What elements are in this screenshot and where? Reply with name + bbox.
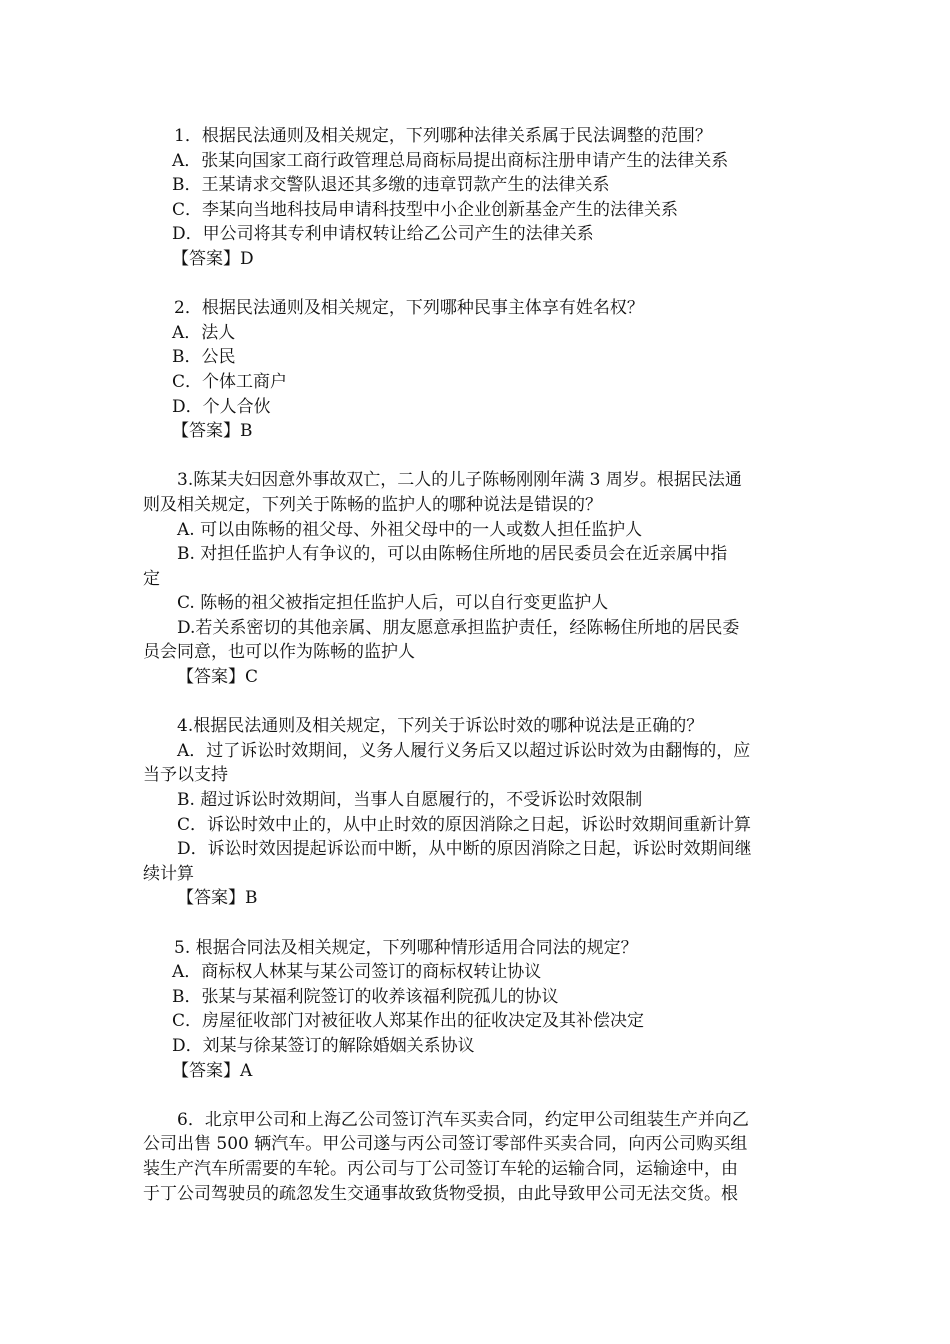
question-stem-cont: 于丁公司驾驶员的疏忽发生交通事故致货物受损，由此导致甲公司无法交货。根 (143, 1183, 738, 1204)
answer: 【答案】D (172, 248, 254, 269)
question-stem: 2．根据民法通则及相关规定，下列哪种民事主体享有姓名权？ (174, 298, 644, 319)
answer: 【答案】B (177, 888, 258, 909)
option-d: D.若关系密切的其他亲属、朋友愿意承担监护责任，经陈畅住所地的居民委 (177, 617, 740, 638)
answer: 【答案】C (177, 667, 259, 688)
option-b: B. 对担任监护人有争议的，可以由陈畅住所地的居民委员会在近亲属中指 (177, 544, 728, 565)
option-b: B. 超过诉讼时效期间，当事人自愿履行的，不受诉讼时效限制 (177, 790, 643, 811)
spacer (143, 444, 813, 469)
question-6 (143, 1108, 813, 1206)
option-a: A．过了诉讼时效期间，义务人履行义务后又以超过诉讼时效为由翻悔的，应 (177, 740, 751, 761)
option-c: C．房屋征收部门对被征收人郑某作出的征收决定及其补偿决定 (172, 1011, 645, 1032)
question-1 (143, 124, 813, 272)
option-a-cont: 当予以支持 (143, 765, 228, 786)
question-stem: 4.根据民法通则及相关规定，下列关于诉讼时效的哪种说法是正确的？ (177, 716, 704, 737)
question-2 (143, 296, 813, 444)
spacer (143, 911, 813, 936)
answer: 【答案】B (172, 421, 253, 442)
option-c: C．李某向当地科技局申请科技型中小企业创新基金产生的法律关系 (172, 199, 679, 220)
question-stem: 5. 根据合同法及相关规定，下列哪种情形适用合同法的规定？ (174, 937, 638, 958)
option-d: D．诉讼时效因提起诉讼而中断，从中断的原因消除之日起，诉讼时效期间继 (177, 839, 752, 860)
option-a: A．商标权人林某与某公司签订的商标权转让协议 (172, 962, 542, 983)
spacer (143, 272, 813, 297)
option-c: C．诉讼时效中止的，从中止时效的原因消除之日起，诉讼时效期间重新计算 (177, 814, 752, 835)
option-d: D．个人合伙 (172, 396, 271, 417)
option-b-cont: 定 (143, 568, 160, 589)
option-d: D．甲公司将其专利申请权转让给乙公司产生的法律关系 (172, 224, 594, 245)
question-stem: 3.陈某夫妇因意外事故双亡，二人的儿子陈畅刚刚年满 3 周岁。根据民法通 (177, 470, 742, 491)
option-d-cont: 员会同意，也可以作为陈畅的监护人 (143, 642, 415, 663)
question-stem-cont: 则及相关规定，下列关于陈畅的监护人的哪种说法是错误的？ (143, 494, 602, 515)
option-d-cont: 续计算 (143, 863, 194, 884)
option-c: C. 陈畅的祖父被指定担任监护人后，可以自行变更监护人 (177, 593, 609, 614)
option-b: B．王某请求交警队退还其多缴的违章罚款产生的法律关系 (172, 175, 610, 196)
spacer (143, 1083, 813, 1108)
option-d: D．刘某与徐某签订的解除婚姻关系协议 (172, 1035, 475, 1056)
question-3 (143, 468, 813, 689)
option-b: B．公民 (172, 347, 236, 368)
option-b: B．张某与某福利院签订的收养该福利院孤儿的协议 (172, 986, 559, 1007)
question-stem: 6．北京甲公司和上海乙公司签订汽车买卖合同，约定甲公司组装生产并向乙 (177, 1109, 749, 1130)
option-c: C．个体工商户 (172, 371, 288, 392)
option-a: A．法人 (172, 322, 236, 343)
question-stem-cont: 公司出售 500 辆汽车。甲公司遂与丙公司签订零部件买卖合同，向丙公司购买组 (143, 1134, 748, 1155)
answer: 【答案】A (172, 1060, 253, 1081)
question-4 (143, 714, 813, 911)
spacer (143, 690, 813, 715)
question-5 (143, 936, 813, 1084)
question-stem: 1．根据民法通则及相关规定，下列哪种法律关系属于民法调整的范围？ (174, 126, 712, 146)
option-a: A．张某向国家工商行政管理总局商标局提出商标注册申请产生的法律关系 (172, 150, 729, 171)
document-body (143, 124, 813, 1206)
option-a: A. 可以由陈畅的祖父母、外祖父母中的一人或数人担任监护人 (177, 519, 643, 540)
question-stem-cont: 装生产汽车所需要的车轮。丙公司与丁公司签订车轮的运输合同，运输途中，由 (143, 1158, 738, 1179)
